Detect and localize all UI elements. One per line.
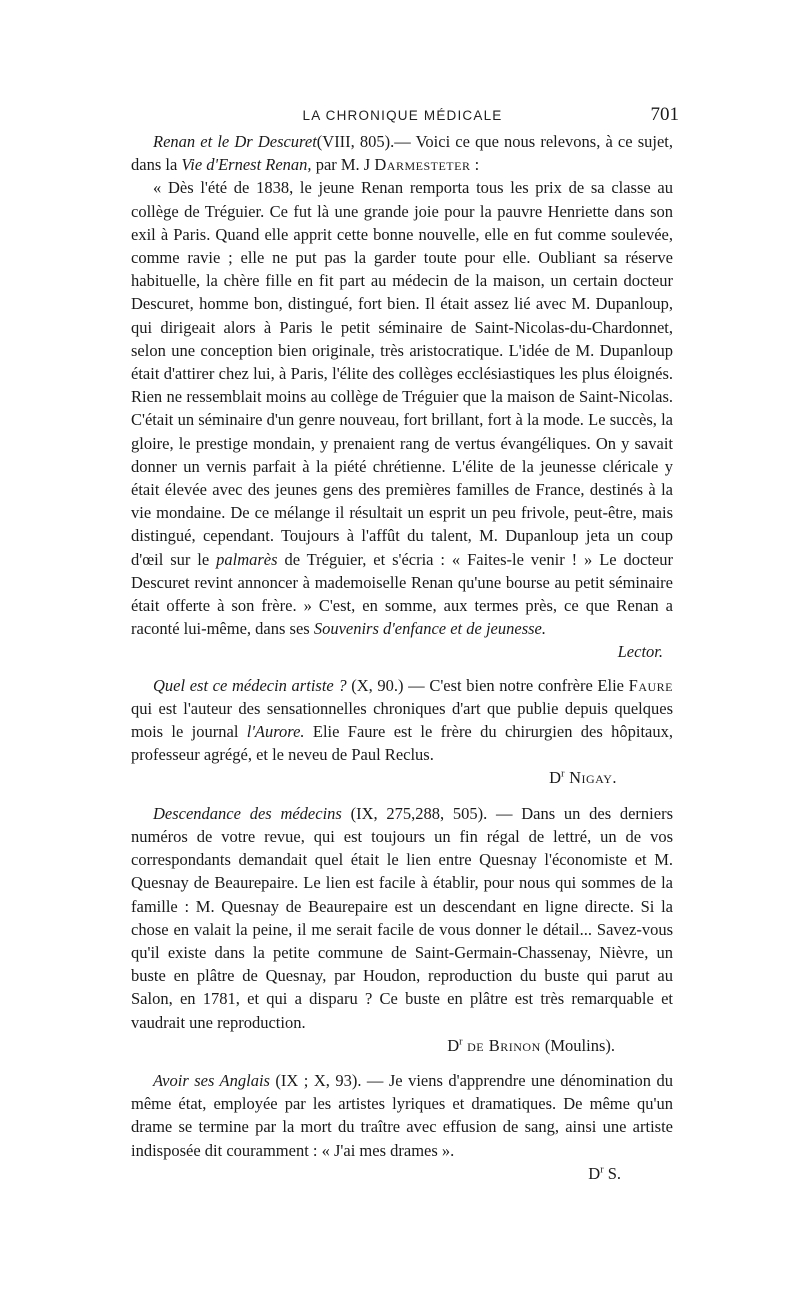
medecin-sig-dr: D [549,768,562,788]
descendance-sig-name: de Brinon [462,1035,541,1055]
renan-souvenirs: Souvenirs d'enfance et de jeunesse. [313,619,546,639]
anglais-text: (IX ; X, 93). — Je viens d'apprendre une dénomination du même état, employée par les artistes lyriques et dramatiques. De même qu'un drame se termine par la mort du traître avec effusion de sang, ainsi une artiste indisposée dit couramment : « J'ai mes drames ». [131,1070,673,1160]
anglais-paragraph [131,1069,673,1162]
article-body [131,130,673,1185]
page-number: 701 [650,104,679,125]
medecin-journal: l'Aurore. [246,722,305,742]
page-header [130,104,679,130]
descendance-text: (IX, 275,288, 505). — Dans un des derniers numéros de votre revue, qui est toujours un fin régal de lettré, un de vos correspondants demandait quel était le lien entre Quesnay l'économiste et M. Quesnay de Beaurepaire. Le lien est facile à établir, pour nous qui sommes de la famille : M. Quesnay de Beaurepaire est un descendant en ligne directe. Si la chose en valait la peine, il me serait facile de vous donner le détail... Savez-vous qu'il existe dans la petite commune de Saint-Germain-Chassenay, Nièvre, un buste en plâtre de Quesnay, par Houdon, reproduction du buste qui parut au Salon, en 1781, et qui a disparu ? Ce buste en plâtre est très remarquable et vaudrait une reproduction. [131,803,674,1032]
descendance-signature [131,1034,673,1057]
medecin-paragraph [131,674,673,767]
renan-colon: : [470,155,480,175]
descendance-paragraph [131,802,673,1034]
medecin-text-a: qui est l'auteur des sensationnelles chroniques d'art que publie depuis quelques mois le journal [131,698,673,742]
renan-quote [131,176,673,640]
descendance-sig-dr: D [447,1035,460,1055]
renan-title: Renan et le Dr Descuret [153,132,317,151]
renan-lead: (VIII, 805).— Voici ce que nous relevons, à ce sujet, dans la [131,132,673,175]
medecin-text-b: Elie Faure est le frère du chirurgien des hôpitaux, professeur agrégé, et le neveu de Paul Reclus. [131,722,673,765]
medecin-faure: Faure [628,675,673,695]
descendance-sig-r: r [459,1036,463,1048]
renan-palmares: palmarès [216,549,278,569]
renan-quote-a: « Dès l'été de 1838, le jeune Renan remporta tous les prix de sa classe au collège de Tréguier. Ce fut là une grande joie pour la pauvre Henriette dans son exil à Paris. Quand elle apprit cette bonne nouvelle, elle en fut comme soulevée, comme ravie ; elle ne put pas la garder toute pour elle. Oubliant sa réserve habituelle, la chère fille en fit part au médecin de la maison, un certain docteur Descuret, homme bon, distingué, fort bien. Il était assez lié avec M. Dupanloup, qui dirigeait alors à Paris le petit séminaire de Saint-Nicolas-du-Chardonnet, selon une conception bien originale, très aristocratique. L'idée de M. Dupanloup était d'attirer chez lui, à Paris, l'élite des collèges ecclésiastiques les plus éloignés. Rien ne ressemblait moins au collège de Tréguier que la maison de Saint-Nicolas. C'était un séminaire d'un genre nouveau, fort brillant, fort à la mode. Le succès, la gloire, le prestige mondain, y prenaient rang de vertus évangéliques. On y savait donner un vernis parfait à la piété chrétienne. L'élite de la jeunesse cléricale y était élevée avec des jeunes gens des premières familles de France, destinés à la vie mondaine. De ce mélange il résultait un esprit un peu frivole, peut-être, mais distingué, cependant. Toujours à l'affût du talent, M. Dupanloup jeta un coup d'œil sur le [131,178,673,569]
descendance-sig-place: (Moulins). [540,1035,615,1055]
renan-by: par M. J [311,155,375,175]
medecin-sig-r: r [561,768,565,780]
renan-signature: Lector. [617,642,663,662]
medecin-signature [131,766,673,789]
renan-quote-b: de Tréguier, et s'écria : « Faites-le venir ! » Le docteur Descuret revint annoncer à mademoiselle Renan qu'une bourse au petit séminaire était offerte à son frère. » C'est, en somme, aux termes près, ce que Renan a raconté lui-même, dans ses [131,549,673,639]
running-title: LA CHRONIQUE MÉDICALE [302,108,503,123]
renan-book-title: Vie d'Ernest Renan, [181,155,312,175]
medecin-sig-name: Nigay. [564,768,617,788]
anglais-sig-name: S. [603,1163,621,1183]
anglais-sig-r: r [600,1164,604,1176]
medecin-lead: (X, 90.) — C'est bien notre confrère Elie [346,675,629,695]
anglais-sig-dr: D [588,1163,601,1183]
descendance-title: Descendance des médecins [153,803,342,823]
renan-paragraph [131,130,673,176]
anglais-signature [131,1162,673,1185]
anglais-title: Avoir ses Anglais [153,1070,270,1090]
renan-author: Darmesteter [374,155,471,175]
medecin-title: Quel est ce médecin artiste ? [153,675,347,695]
renan-signature-line [131,640,673,663]
